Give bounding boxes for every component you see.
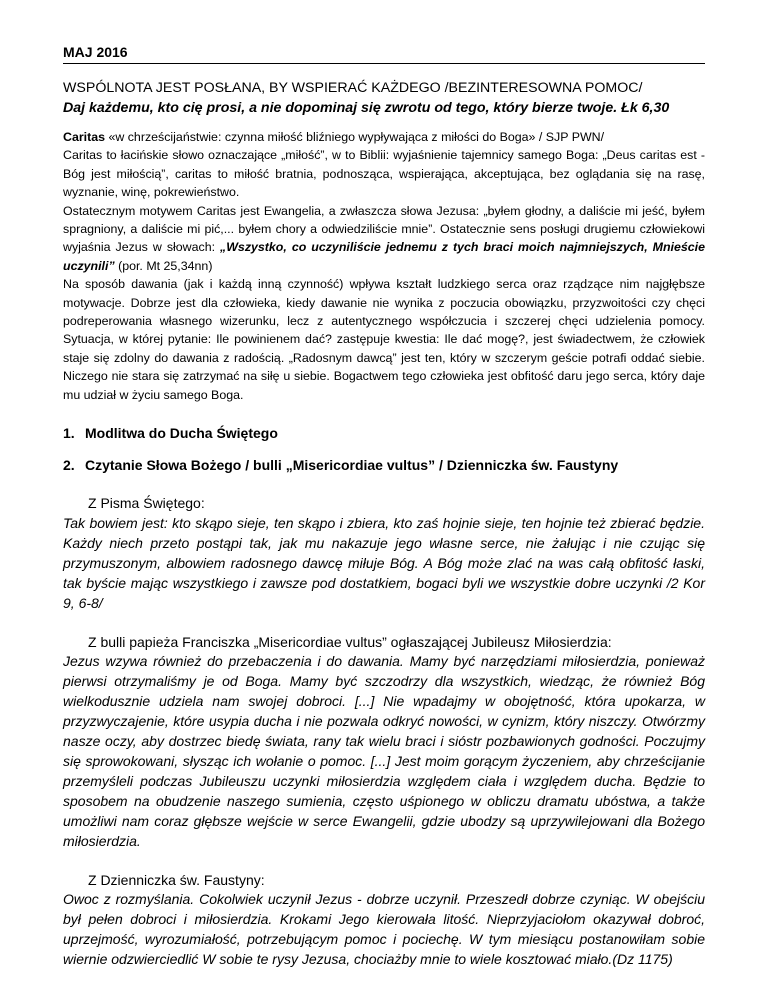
list-item-number: 2. (63, 457, 75, 474)
section-quote: Tak bowiem jest: kto skąpo sieje, ten skąpo i zbiera, kto zaś hojnie sieje, ten hojnie też zbierać będzie. Każdy niech przeto postąpi tak, jak mu nakazuje jego własne serce, nie żałując i nie czując się przymuszonym, albowiem radosnego dawcę miłuje Bóg. A Bóg może zlać na was całą obfitość łaski, tak byście mając wszystkiego i zawsze pod dostatkiem, bogaci byli we wszystkie dobre uczynki /2 Kor 9, 6-8/ (63, 515, 705, 611)
list-item-number: 1. (63, 425, 75, 442)
caritas-term: Caritas (63, 130, 106, 144)
bull-section (63, 633, 705, 852)
caritas-motive-quote: „Wszystko, co uczyniliście jednemu z tych braci moich najmniejszych, Mnieście uczynili” (63, 240, 706, 273)
caritas-definition-text: «w chrześcijaństwie: czynna miłość bliźniego wypływająca z miłości do Boga» / SJP PWN/ (105, 130, 605, 144)
section-quote: Jezus wzywa również do przebaczenia i do dawania. Mamy być narzędziami miłosierdzia, ponieważ pierwsi otrzymaliśmy je od Boga. Mamy być szczodrzy dla wszystkich, wiedząc, że również Bóg wielkodusznie udziela nam swojej dobroci. [...] Nie wpadajmy w obojętność, która upokarza, w przyzwyczajenie, które usypia ducha i nie pozwala odkryć nowości, w cynizm, który niszczy. Otwórzmy nasze oczy, aby dostrzec biedę świata, rany tak wielu braci i sióstr pozbawionych godności. Poczujmy się sprowokowani, słysząc ich wołanie o pomoc. [...] Jest moim gorącym życzeniem, aby chrześcijanie przemyśleli podczas Jubileuszu uczynki miłosierdzia względem ciała i względem ducha. Będzie to sposobem na obudzenie naszego sumienia, często uśpionego w obliczu dramatu ubóstwa, a także umożliwi nam coraz głębsze wejście w serce Ewangelii, gdzie ubodzy są uprzywilejowani dla Bożego miłosierdzia. (63, 653, 705, 849)
section-quote: Owoc z rozmyślania. Cokolwiek uczynił Jezus - dobrze uczynił. Przeszedł dobrze czyniąc. W obejściu był pełen dobroci i miłosierdzia. Krokami Jego kierowała litość. Nieprzyjaciołom okazywał dobroć, uprzejmość, wyrozumiałość, potrzebującym pomoc i pociechę. W tym miesiącu postanowiłam sobie wiernie odzwierciedlić W sobie te rysy Jezusa, chociażby mnie to wiele kosztować miało.(Dz 1175) (63, 891, 705, 968)
caritas-definition (63, 128, 705, 146)
list-item (63, 423, 705, 443)
list-item (63, 455, 705, 475)
page-header: MAJ 2016 (63, 0, 705, 64)
list-item-label: Czytanie Słowa Bożego / bulli „Misericordiae vultus” / Dzienniczka św. Faustyny (85, 457, 619, 474)
caritas-motive-ref: (por. Mt 25,34nn) (114, 258, 213, 273)
section-label: Z Pisma Świętego: (88, 495, 205, 512)
diary-section (63, 871, 705, 971)
motto-quote: Daj każdemu, kto cię prosi, a nie dopominaj się zwrotu od tego, który bierze twoje. Łk 6,30 (63, 100, 670, 116)
section-label: Z bulli papieża Franciszka „Misericordiae vultus” ogłaszającej Jubileusz Miłosierdzia: (88, 633, 612, 650)
intro-text (63, 128, 705, 404)
agenda-list (63, 423, 705, 475)
giving-paragraph: Na sposób dawania (jak i każdą inną czynność) wpływa kształt ludzkiego serca oraz rządzące nim najgłębsze motywacje. Dobrze jest dla człowieka, kiedy dawanie nie wynika z poczucia obowiązku, przyzwoitości czy chęci podreperowania własnego wizerunku, lecz z autentycznego współczucia i szczerej chęci udzielenia pomocy. Sytuacja, w której pytanie: Ile powinienem dać? zastępuje kwestia: Ile dać mogę?, jest świadectwem, że człowiek staje się zdolny do dawania z radością. „Radosnym dawcą” jest ten, który w szczerym geście potrafi oddać siebie. Niczego nie stara się zatrzymać na siłę u siebie. Bogactwem tego człowieka jest obfitość daru jego serca, który daje mu udział w życiu samego Boga. (63, 277, 705, 402)
caritas-motive-text: Ostatecznym motywem Caritas jest Ewangelia, a zwłaszcza słowa Jezusa: „byłem głodny, a daliście mi jeść, byłem spragniony, a daliście mi pić,... byłem chory a odwiedziliście mnie”. Ostatecznie sens posługi drugiemu człowiekowi wyjaśnia Jezus w słowach: (63, 203, 705, 255)
section-label: Z Dzienniczka św. Faustyny: (88, 871, 265, 888)
document-title: WSPÓLNOTA JEST POSŁANA, BY WSPIERAĆ KAŻDEGO /BEZINTERESOWNA POMOC/ (63, 80, 643, 96)
scripture-section (63, 494, 705, 613)
caritas-motive (63, 202, 705, 276)
list-item-label: Modlitwa do Ducha Świętego (85, 425, 278, 442)
caritas-explanation: Caritas to łacińskie słowo oznaczające „miłość”, w to Biblii: wyjaśnienie tajemnicy samego Boga: „Deus caritas est - Bóg jest miłością”, caritas to miłość bratnia, podnosząca, wspierająca, akceptująca, bez oglądania się na rasę, wyznanie, winę, pokrewieństwo. (63, 148, 705, 200)
